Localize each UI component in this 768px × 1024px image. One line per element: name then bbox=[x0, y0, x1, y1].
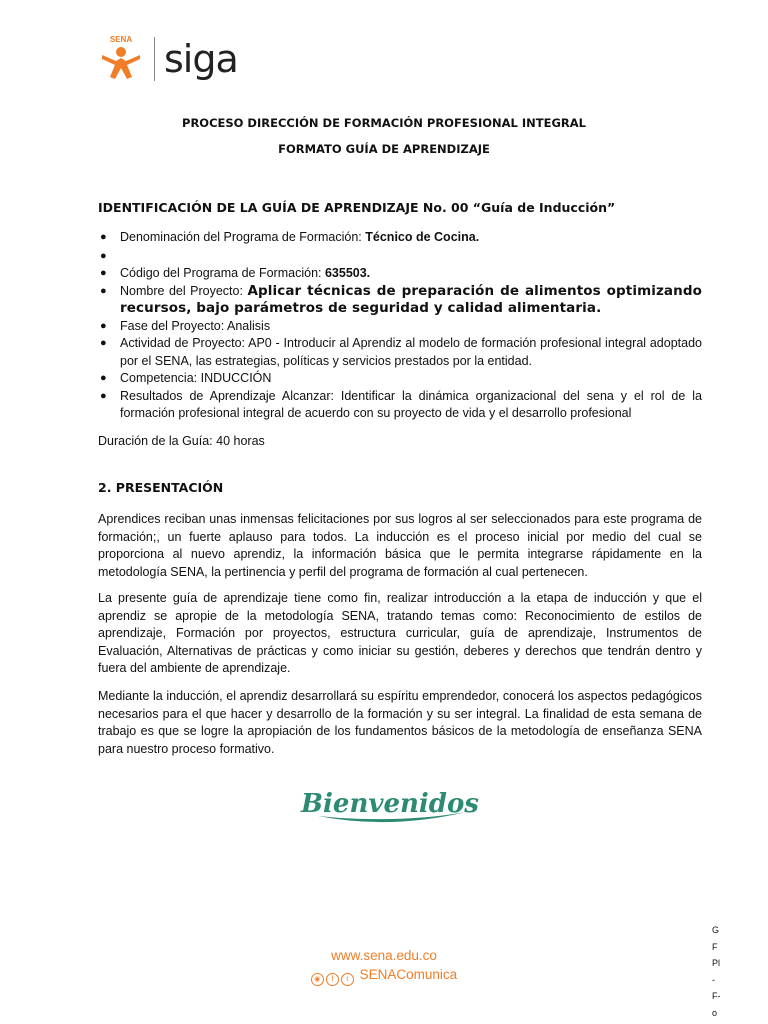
twitter-icon: t bbox=[341, 973, 354, 986]
list-item: ● Competencia: INDUCCIÓN bbox=[100, 371, 272, 385]
paragraph: La presente guía de aprendizaje tiene como fin, realizar introducción a la etapa de inducción y que el aprendiz se apropie de la metodología SENA, tratando temas como: Reconocimiento de estilos de aprendizaje, Formación por proyectos, estructura curricular, guía de aprendizaje, Instrumentos de Evaluación, Alternativas de prácticas y como iniciar su gestión, deberes y derechos que tendrán dentro y fuera del ambiente de aprendizaje. bbox=[98, 591, 702, 675]
footer-website-link[interactable]: www.sena.edu.co bbox=[331, 948, 437, 963]
document-code: G F Pl - F- o bbox=[712, 925, 721, 1018]
format-title: FORMATO GUÍA DE APRENDIZAJE bbox=[278, 142, 490, 156]
paragraph: Aprendices reciban unas inmensas felicitaciones por sus logros al ser seleccionados para este programa de formación;, un fuerte aplauso para todos. La inducción es el proceso inicial por medio del cual se proporciona al nuevo aprendiz, la información básica que le permita integrarse rápidamente en la metodología SENA, la pertinencia y perfil del programa de formación al cual pertenecen. bbox=[98, 512, 702, 579]
logo-divider bbox=[154, 37, 155, 81]
welcome-banner-image bbox=[300, 782, 480, 832]
section-heading-presentation: 2. PRESENTACIÓN bbox=[98, 480, 224, 495]
process-title: PROCESO DIRECCIÓN DE FORMACIÓN PROFESIONAL INTEGRAL bbox=[182, 116, 586, 130]
identification-list bbox=[98, 229, 702, 423]
list-item: ● Actividad de Proyecto: AP0 - Introducir al Aprendiz al modelo de formación profesional integral adoptado por el SENA, las estrategias, políticas y servicios prestados por la entidad. bbox=[100, 336, 702, 368]
list-item: ● Código del Programa de Formación: 635503. bbox=[100, 266, 371, 280]
paragraph: Mediante la inducción, el aprendiz desarrollará su espíritu emprendedor, conocerá los aspectos pedagógicos necesarios para el que hacer y desarrollo de la formación y su ser integral. La finalidad de esta semana de trabajo es que se logre la apropiación de los fundamentos básicos de la metodología de enseñanza SENA para nuestro proceso formativo. bbox=[98, 689, 702, 756]
guide-title-bold: IDENTIFICACIÓN DE LA GUÍA DE APRENDIZAJE bbox=[98, 200, 419, 215]
siga-wordmark: siga bbox=[164, 37, 238, 81]
footer-social bbox=[0, 967, 768, 986]
list-item: ● Nombre del Proyecto: Aplicar técnicas de preparación de alimentos optimizando recursos, bajo parámetros de seguridad y calidad alimentaria. bbox=[100, 282, 702, 316]
instagram-icon: ◉ bbox=[311, 973, 324, 986]
guide-title-rest: No. 00 “Guía de Inducción” bbox=[418, 200, 616, 215]
list-item: ● Denominación del Programa de Formación: Técnico de Cocina. bbox=[100, 230, 480, 244]
list-item: ● Fase del Proyecto: Analisis bbox=[100, 318, 271, 333]
list-item: ● Resultados de Aprendizaje Alcanzar: Identificar la dinámica organizacional del sena y el rol de la formación profesional integral de acuerdo con su proyecto de vida y el desarrollo profesional bbox=[100, 388, 702, 420]
svg-text:SENA: SENA bbox=[109, 35, 133, 44]
guide-identification-title bbox=[98, 200, 615, 215]
facebook-icon: f bbox=[326, 973, 339, 986]
footer-social-handle[interactable]: SENAComunica bbox=[359, 967, 458, 982]
list-item-empty: ● bbox=[100, 249, 107, 262]
guide-duration: Duración de la Guía: 40 horas bbox=[98, 434, 265, 448]
sena-logo bbox=[96, 33, 146, 83]
svg-text:Bienvenidos: Bienvenidos bbox=[301, 789, 479, 819]
